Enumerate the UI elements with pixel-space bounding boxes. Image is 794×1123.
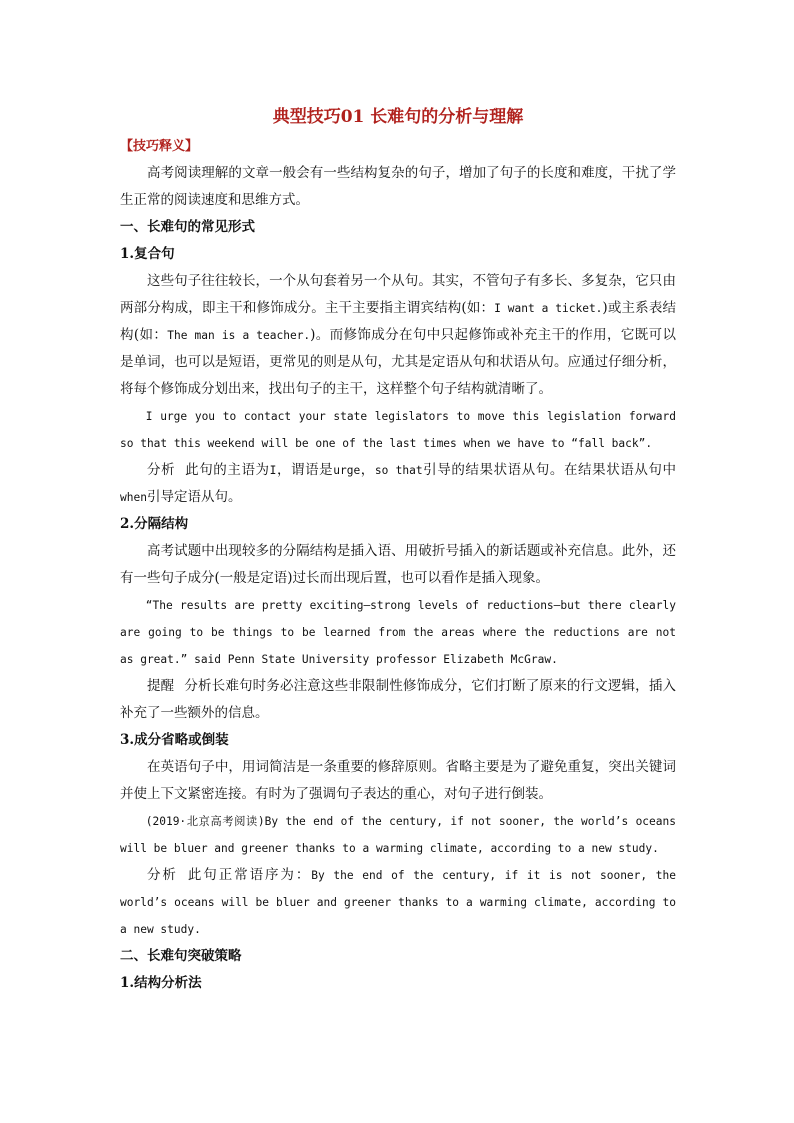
example-text: By the end of the century, if not sooner, the world’s oceans will be bluer and greener thanks to a warming climate, according to a new study. [120, 815, 676, 855]
text-run: 此句正常语序为： [187, 867, 312, 883]
example-inline: By the end of the century, if it is not sooner, the world’s oceans will be bluer and greener thanks to a warming climate, according to a new study. [120, 869, 677, 936]
example-inline: when [120, 491, 147, 504]
example-sentence-3 [120, 808, 676, 862]
text-run: 引导的结果状语从句。在结果状语从句中 [422, 462, 677, 478]
example-sentence-1: I urge you to contact your state legislators to move this legislation forward so that this weekend will be one of the last times when we have to “fall back”. [120, 410, 676, 450]
document-page [120, 104, 676, 997]
text-run: 分析长难句时务必注意这些非限制性修饰成分，它们打断了原来的行文逻辑，插入补充了一些额外的信息。 [120, 678, 677, 721]
example-inline: I [269, 464, 277, 477]
analysis-label: 分析 [147, 867, 178, 883]
text-run: ，谓语是 [276, 462, 334, 478]
example-inline: so that [374, 464, 423, 477]
example-source: (2019·北京高考阅读) [145, 815, 265, 828]
heading-ellipsis-inversion: 3.成分省略或倒装 [120, 732, 229, 748]
heading-separated-structure: 2.分隔结构 [120, 516, 189, 532]
analysis-paragraph-3 [120, 862, 676, 943]
example-inline: The man is a teacher. [167, 329, 311, 342]
text-run: )或主系表结构(如： [120, 300, 676, 343]
section-tag: 【技巧释义】 [120, 139, 199, 154]
heading-common-forms: 一、长难句的常见形式 [120, 219, 255, 235]
text-run: )。而修饰成分在句中只起修饰或补充主干的作用，它既可以是单词，也可以是短语，更常见的则是从句，尤其是定语从句和状语从句。应通过仔细分析，将每个修饰成分划出来，找出句子的主干，这样整个句子结构就清晰了。 [120, 327, 676, 397]
heading-strategies: 二、长难句突破策略 [120, 948, 242, 964]
text-run: ， [360, 462, 375, 478]
analysis-paragraph-1 [120, 457, 676, 511]
page-title: 典型技巧01 长难句的分析与理解 [272, 107, 524, 127]
heading-compound-sentence: 1.复合句 [120, 246, 175, 262]
remind-paragraph [120, 673, 676, 727]
compound-sentence-paragraph [120, 268, 676, 403]
example-inline: I want a ticket. [494, 302, 603, 315]
text-run: 引导定语从句。 [146, 489, 242, 505]
heading-structure-analysis: 1.结构分析法 [120, 975, 202, 991]
analysis-label: 分析 [147, 462, 176, 478]
text-run: 这些句子往往较长，一个从句套着另一个从句。其实，不管句子有多长、多复杂，它只由两部分构成，即主干和修饰成分。主干主要指主谓宾结构(如： [120, 273, 676, 316]
intro-paragraph: 高考阅读理解的文章一般会有一些结构复杂的句子，增加了句子的长度和难度，干扰了学生正常的阅读速度和思维方式。 [120, 165, 676, 208]
text-run: 此句的主语为 [185, 462, 270, 478]
remind-label: 提醒 [147, 678, 175, 694]
ellipsis-paragraph: 在英语句子中，用词简洁是一条重要的修辞原则。省略主要是为了避免重复，突出关键词并使上下文紧密连接。有时为了强调句子表达的重心，对句子进行倒装。 [120, 759, 676, 802]
example-inline: urge [333, 464, 361, 477]
example-sentence-2: “The results are pretty exciting—strong levels of reductions—but there clearly are going to be things to be learned from the areas where the reductions are not as great.” said Penn State University professor Elizabeth McGraw. [120, 599, 676, 666]
separated-structure-paragraph: 高考试题中出现较多的分隔结构是插入语、用破折号插入的新话题或补充信息。此外，还有一些句子成分(一般是定语)过长而出现后置，也可以看作是插入现象。 [120, 543, 676, 586]
